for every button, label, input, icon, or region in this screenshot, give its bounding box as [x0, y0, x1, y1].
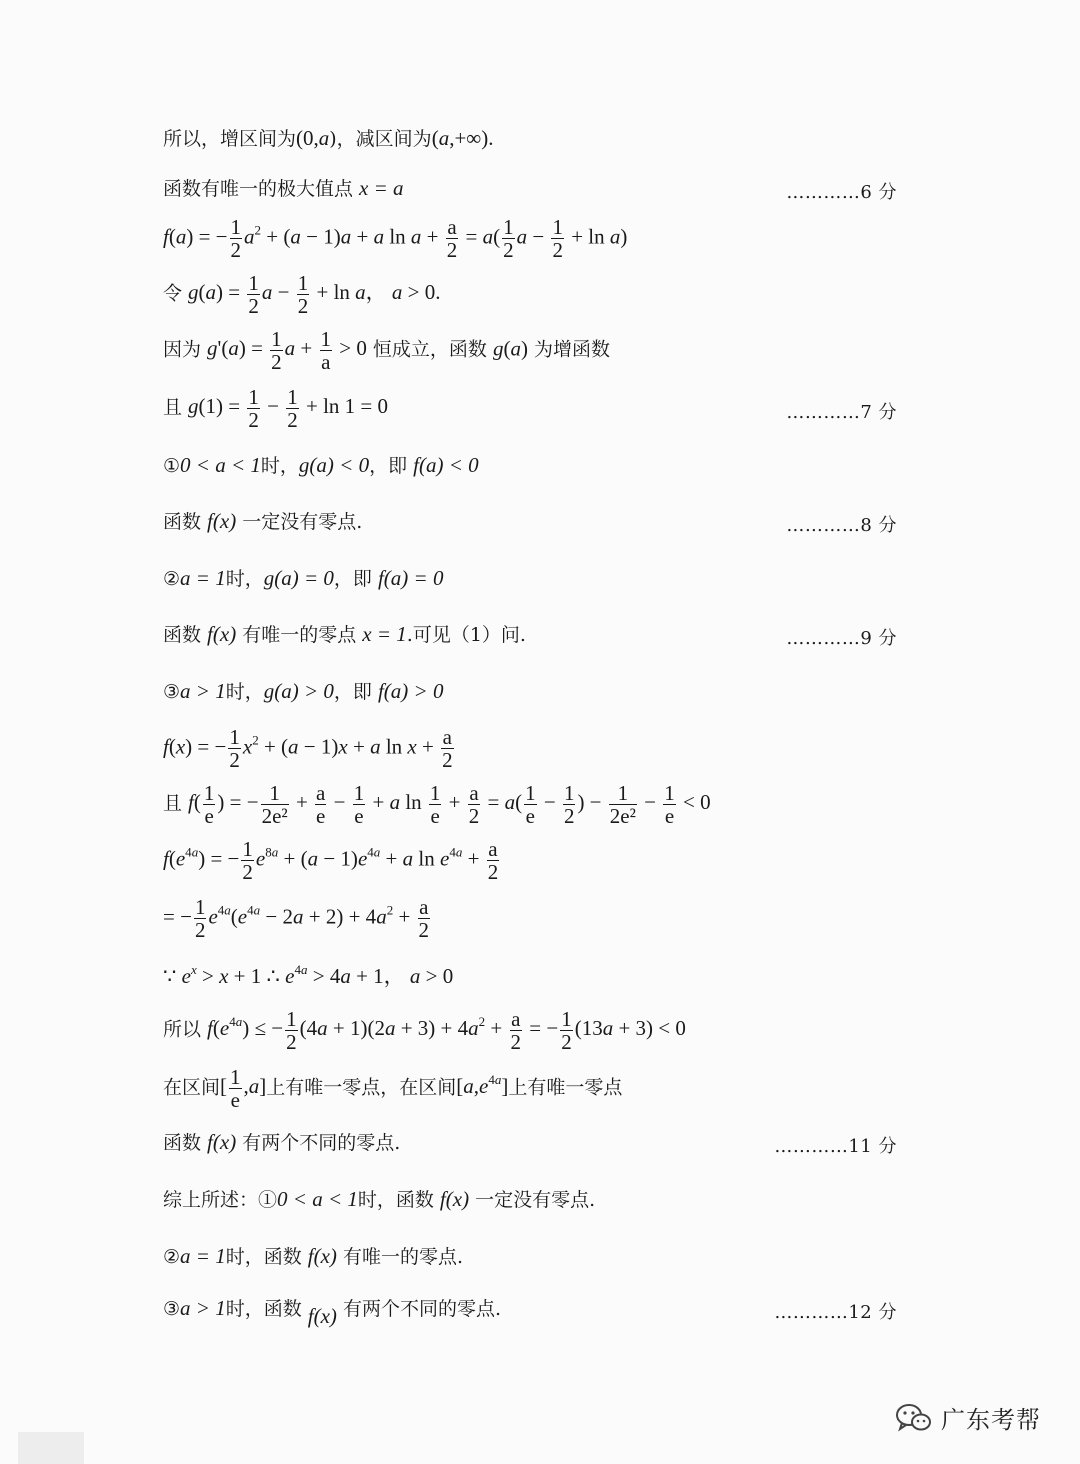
math-fragment: x = 1	[362, 622, 407, 646]
fraction: $\frac{1}{2}$	[229, 725, 240, 773]
equation-g-of-1: 且 g(1) = $\frac{1}{2}$ − $\frac{1}{2}$ + ln 1 = 0	[163, 385, 389, 433]
score-mark-6: …………6 分	[786, 182, 897, 203]
wechat-icon	[895, 1402, 933, 1434]
fraction: $\frac{1}{\text{2e²}}$	[609, 781, 636, 829]
watermark	[895, 1400, 1041, 1435]
fraction: $\frac{1}{2}$	[230, 215, 242, 263]
fraction: $\frac{a}{e}$	[316, 781, 326, 829]
score-mark-7: …………7 分	[786, 402, 897, 423]
text-line-1	[163, 128, 494, 149]
text-fragment: 所以	[163, 1018, 208, 1041]
text-fragment: .可见（1）问.	[406, 624, 526, 646]
fraction: $\frac{1}{2}$	[286, 1007, 297, 1055]
text-fragment: ，即	[333, 681, 378, 703]
text-fragment: ，即	[333, 568, 378, 590]
text-fragment: 时，函数	[225, 1246, 308, 1268]
fraction: $\frac{1}{a}$	[320, 327, 332, 375]
math-fragment: x = a	[359, 176, 404, 200]
text-fragment: 时，函数	[225, 1298, 308, 1320]
fraction: $\frac{1}{e}$	[203, 781, 215, 829]
math-fragment: a = 1	[180, 1244, 226, 1268]
math-fragment: f(x)	[307, 1304, 337, 1328]
summary-line-2	[163, 1246, 463, 1267]
case-3-conclusion	[163, 1132, 400, 1153]
math-fragment: f(a) < 0	[413, 453, 479, 477]
text-fragment: 有唯一的零点.	[336, 1246, 464, 1268]
circled-number: ③	[163, 681, 181, 703]
fraction: $\frac{1}{e}$	[230, 1065, 241, 1113]
text-fragment: 时，	[225, 681, 264, 703]
case-2-line	[163, 568, 443, 589]
text-fragment: 函数	[163, 1132, 208, 1154]
fraction: $\frac{1}{2}$	[194, 895, 206, 943]
equation-g-of-a: 令 g(a) = $\frac{1}{2}$ a − $\frac{1}{2}$ + ln a， a > 0.	[163, 271, 441, 319]
fraction: $\frac{a}{2}$	[442, 725, 453, 773]
fraction: $\frac{1}{2}$	[287, 385, 298, 433]
text-fragment: 一定没有零点.	[469, 1189, 596, 1211]
text-fragment: 时，函数	[357, 1189, 440, 1211]
text-fragment: 因为	[163, 338, 208, 361]
math-fragment: ,+∞).	[449, 126, 494, 150]
text-fragment: 有两个不同的零点.	[236, 1132, 401, 1154]
math-fragment: f(x)	[307, 1244, 337, 1268]
text-fragment: 且	[163, 396, 189, 419]
text-fragment: 且	[163, 792, 189, 815]
text-fragment: 函数有唯一的极大值点	[163, 178, 360, 200]
equation-g-prime: 因为 g'(a) = $\frac{1}{2}$ a + $\frac{1}{a}$ > 0 恒成立，函数 g(a) 为增函数	[163, 327, 610, 375]
fraction: $\frac{1}{2}$	[552, 215, 563, 263]
math-fragment: 0 < a < 1	[180, 453, 261, 477]
text-fragment: 函数	[163, 511, 208, 533]
text-fragment: 函数	[163, 624, 208, 646]
inequality-f-of-e4a: 所以 $f(e^{4a})$ ≤ − $\frac{1}{2}$ $(4a + 1)(2a + 3) + 4a^2$ + $\frac{a}{2}$ = − $\frac{1}{2}$ (13a + 3) < 0	[163, 1007, 686, 1055]
fraction: $\frac{a}{2}$	[487, 837, 499, 885]
fraction: $\frac{1}{2}$	[563, 781, 575, 829]
math-fragment: f(a) > 0	[377, 679, 444, 703]
case-2-conclusion	[163, 624, 526, 645]
circled-number: ②	[163, 1246, 181, 1268]
fraction: $\frac{a}{2}$	[446, 215, 458, 263]
math-fragment: f(x)	[207, 1130, 237, 1154]
math-fragment: f(a) = 0	[377, 566, 444, 590]
text-fragment: 在区间	[163, 1076, 221, 1099]
fraction: $\frac{1}{2}$	[248, 385, 259, 433]
text-fragment: 有唯一的零点	[236, 624, 363, 646]
text-fragment: )，减区间为	[329, 128, 432, 150]
summary-line-3	[163, 1296, 502, 1328]
interval-zeros-line: 在区间[ $\frac{1}{e}$ ,a]上有唯一零点，在区间$[a,e^{4a}]$上有唯一零点	[163, 1065, 623, 1113]
math-fragment: g(a) < 0	[298, 453, 370, 477]
equation-f-of-inv-e: 且 f( $\frac{1}{e}$ ) = − $\frac{1}{\text{2e²}}$ + $\frac{a}{e}$ − $\frac{1}{e}$ + a ln $\frac{1}{e}$ + $\frac{a}{2}$ = a( $\frac{1}{e}$ − $\frac{1}{2}$ ) − $\frac{1}{\text{2e²}}$ − $\frac{1}{e}$ < 0	[163, 781, 711, 829]
fraction: $\frac{1}{\text{2e²}}$	[261, 781, 288, 829]
fraction: $\frac{1}{e}$	[664, 781, 675, 829]
math-fragment: a > 1	[180, 679, 226, 703]
math-var: a	[318, 126, 330, 150]
score-mark-9: …………9 分	[786, 628, 897, 649]
text-fragment: 令	[163, 282, 189, 305]
fraction: $\frac{1}{2}$	[271, 327, 282, 375]
text-fragment: 上有唯一零点	[508, 1076, 623, 1099]
score-mark-12: …………12 分	[774, 1302, 897, 1323]
math-fragment: f(x)	[207, 622, 237, 646]
fraction: $\frac{1}{2}$	[503, 215, 514, 263]
text-fragment: 所以，增区间为	[163, 128, 297, 150]
circled-number: ③	[163, 1298, 181, 1320]
fraction: $\frac{1}{e}$	[353, 781, 365, 829]
text-fragment: ，即	[369, 455, 414, 477]
text-fragment: 恒成立，函数	[366, 338, 493, 361]
fraction: $\frac{1}{e}$	[429, 781, 441, 829]
inequality-exp: ∵ $e^x > x + 1$ ∴ $e^{4a} > 4a + 1$， a > 0	[163, 961, 454, 988]
math-fragment: a = 1	[180, 566, 226, 590]
fraction: $\frac{a}{2}$	[418, 895, 430, 943]
circled-number: ①	[163, 455, 181, 477]
fraction: $\frac{1}{e}$	[525, 781, 536, 829]
math-fragment: 0 < a < 1	[277, 1187, 358, 1211]
circled-number: ①	[258, 1189, 278, 1211]
score-mark-11: …………11 分	[774, 1136, 897, 1157]
text-line-2	[163, 178, 404, 199]
corner-patch	[18, 1432, 84, 1464]
case-3-line	[163, 681, 443, 702]
math-fragment: f(x)	[439, 1187, 470, 1211]
equation-f-of-e4a-simplified: = − $\frac{1}{2}$ $e^{4a}(e^{4a} - 2a + 2) + 4a^2$ + $\frac{a}{2}$	[163, 895, 430, 943]
equation-f-of-e4a: $f(e^{4a})$ = − $\frac{1}{2}$ $e^{8a} + (a - 1)e^{4a} + a$ $\ln e^{4a}$ + $\frac{a}{2}$	[163, 837, 499, 885]
math-fragment: (	[431, 126, 439, 150]
case-1-line	[163, 455, 479, 476]
fraction: $\frac{a}{2}$	[510, 1007, 522, 1055]
text-fragment: 有两个不同的零点.	[336, 1298, 502, 1320]
math-var: a	[438, 126, 450, 150]
text-fragment: 上有唯一零点，在区间	[266, 1076, 457, 1099]
equation-f-of-x: f(x) = − $\frac{1}{2}$ $x^2 + (a - 1)x + a$ ln x + $\frac{a}{2}$	[163, 725, 453, 773]
math-fragment: g(a) > 0	[263, 679, 334, 703]
equation-f-of-a: f(a) = − $\frac{1}{2}$ $a^2 + (a - 1)a + a$ ln a + $\frac{a}{2}$ = a( $\frac{1}{2}$ a − $\frac{1}{2}$ + ln a)	[163, 215, 628, 263]
text-fragment: 综上所述：	[163, 1189, 259, 1211]
text-fragment: 时，	[260, 455, 299, 477]
fraction: $\frac{1}{2}$	[242, 837, 253, 885]
math-fragment: a > 1	[180, 1296, 226, 1320]
math-fragment: (0,	[296, 126, 319, 150]
math-fragment: g(a) = 0	[263, 566, 334, 590]
fraction: $\frac{a}{2}$	[468, 781, 480, 829]
text-fragment: 为增函数	[527, 338, 610, 361]
fraction: $\frac{1}{2}$	[248, 271, 259, 319]
math-fragment: f(x)	[207, 509, 237, 533]
text-fragment: 时，	[225, 568, 264, 590]
text-fragment: 一定没有零点.	[236, 511, 363, 533]
circled-number: ②	[163, 568, 181, 590]
watermark-text: 广东考帮	[941, 1406, 1041, 1434]
summary-line-1	[163, 1189, 595, 1210]
fraction: $\frac{1}{2}$	[561, 1007, 572, 1055]
case-1-conclusion	[163, 511, 362, 532]
fraction: $\frac{1}{2}$	[297, 271, 309, 319]
score-mark-8: …………8 分	[786, 515, 897, 536]
